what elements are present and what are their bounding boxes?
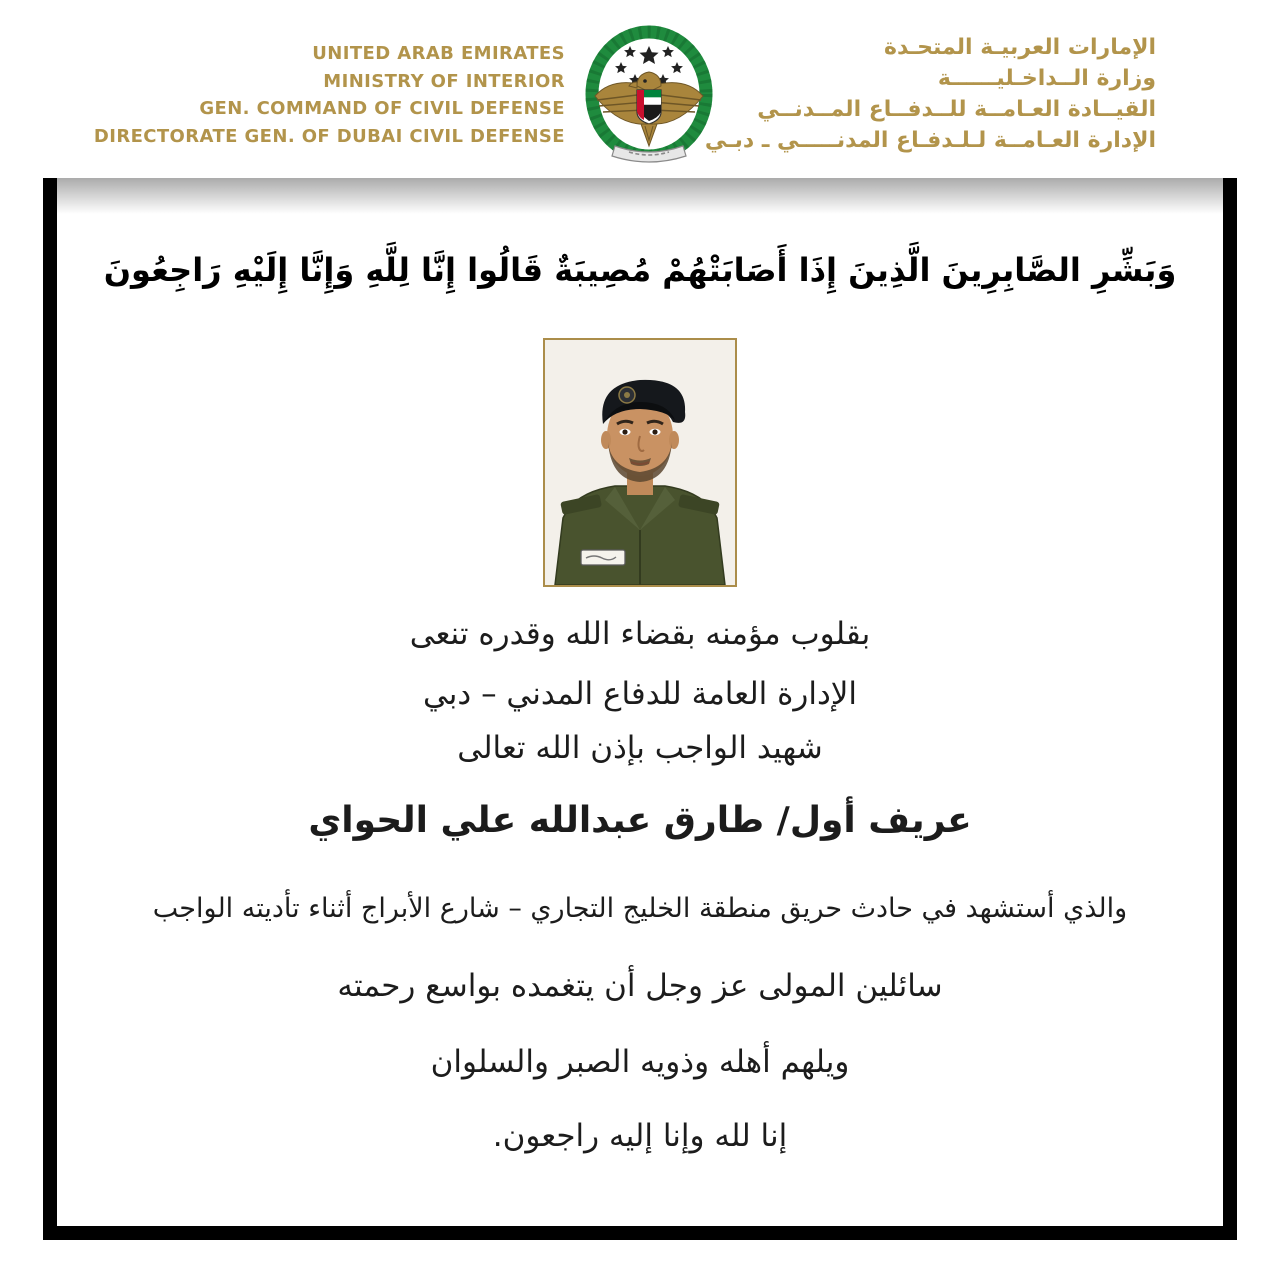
incident-line: والذي أستشهد في حادث حريق منطقة الخليج التجاري – شارع الأبراج أثناء تأديته الواجب: [152, 893, 1128, 924]
header-en-line-2: MINISTRY OF INTERIOR: [323, 70, 565, 92]
frame-right-border: [1223, 178, 1237, 1240]
header-ar-line-4: الإدارة العـامــة لـلـدفـاع المدنـــــي ـ دبـي: [704, 128, 1156, 153]
frame-top-shadow: [57, 178, 1223, 214]
header-en-line-3: GEN. COMMAND OF CIVIL DEFENSE: [199, 98, 565, 119]
prayer-line-2: ويلهم أهله وذويه الصبر والسلوان: [430, 1044, 850, 1080]
martyr-title-line: شهيد الواجب بإذن الله تعالى: [457, 730, 823, 766]
closing-verse-line: إنا لله وإنا إليه راجعون.: [492, 1118, 788, 1154]
header-en-line-4: DIRECTORATE GEN. OF DUBAI CIVIL DEFENSE: [93, 125, 565, 147]
header-en-line-1: UNITED ARAB EMIRATES: [312, 43, 565, 64]
header-ar-line-1: الإمارات العربيـة المتحـدة: [883, 35, 1156, 60]
martyr-name-line: عريف أول/ طارق عبدالله علي الحواي: [308, 800, 972, 841]
header-ar-line-3: القيــادة العـامــة للــدفــاع المــدنــي: [757, 97, 1156, 122]
header-arabic-block: [705, 32, 1156, 156]
header-english-block: [94, 40, 565, 150]
martyr-portrait-photo: [543, 338, 737, 587]
intro-line: بقلوب مؤمنه بقضاء الله وقدره تنعى: [409, 616, 871, 652]
organization-line: الإدارة العامة للدفاع المدني – دبي: [422, 676, 858, 712]
header-ar-line-2: وزارة الــداخـليــــــة: [937, 66, 1156, 91]
uae-flag-shield: [637, 90, 661, 124]
frame-bottom-border: [43, 1226, 1237, 1240]
quran-verse-calligraphy: وَبَشِّرِ الصَّابِرِينَ الَّذِينَ إِذَا أَصَابَتْهُمْ مُصِيبَةٌ قَالُوا إِنَّا لِلَّهِ وَإِنَّا إِلَيْهِ رَاجِعُونَ: [103, 251, 1177, 289]
prayer-line-1: سائلين المولى عز وجل أن يتغمده بواسع رحمته: [337, 968, 943, 1004]
moi-emblem-icon: [585, 24, 713, 166]
frame-left-border: [43, 178, 57, 1240]
